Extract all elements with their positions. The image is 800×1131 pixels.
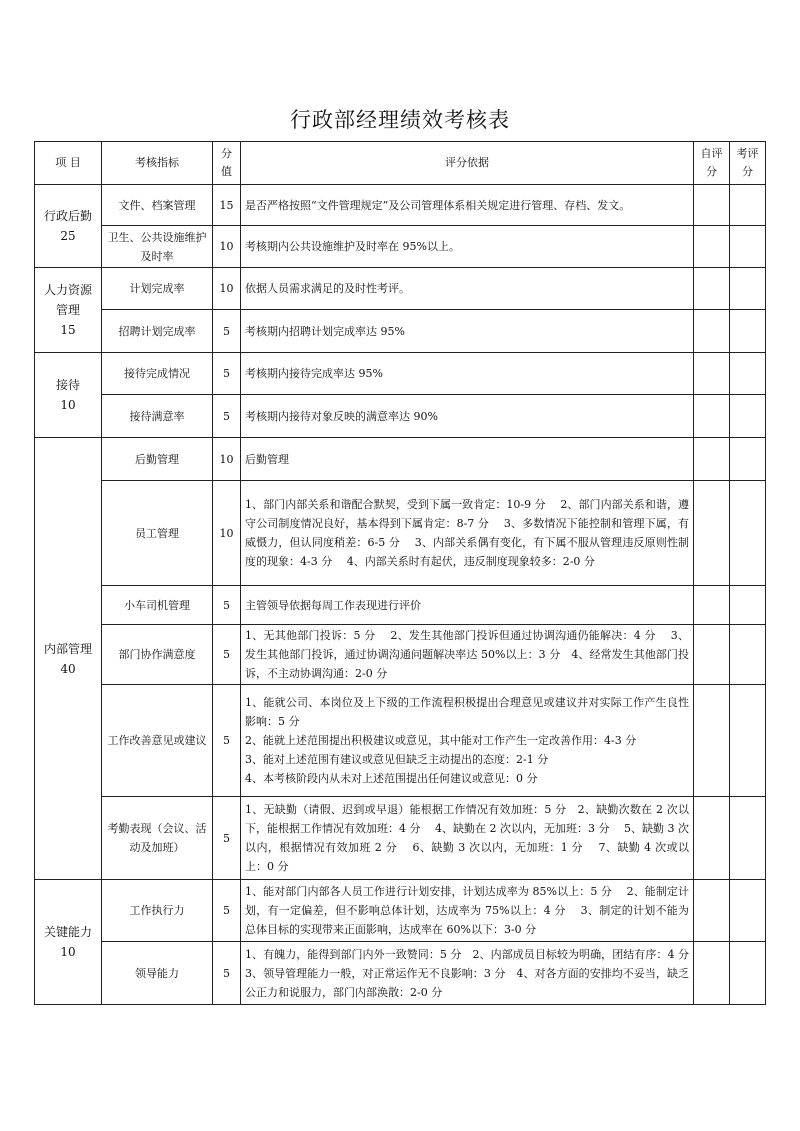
basis-text: 1、有魄力，能得到部门内外一致赞同：5 分 2、内部成员目标较为明确，团结有序：4 分 3、领导管理能力一般，对正常运作无不良影响：3 分 4、对各方面的安排均不妥当，缺乏公正力和说服力，部门内部涣散：2-0 分 <box>245 947 700 999</box>
basis-cell <box>241 226 694 268</box>
indicator-cell: 领导能力 <box>102 942 213 1005</box>
score-cell: 5 <box>213 625 241 685</box>
table-row <box>35 395 766 438</box>
eval-score-input[interactable] <box>730 942 766 1005</box>
project-weight: 40 <box>60 661 76 676</box>
score-cell: 5 <box>213 880 241 942</box>
project-cell <box>35 880 102 1005</box>
self-score-input[interactable] <box>694 481 730 586</box>
header-self-score: 自评 分 <box>694 142 730 185</box>
score-cell: 5 <box>213 942 241 1005</box>
self-score-input[interactable] <box>694 586 730 625</box>
basis-text: 考核期内招聘计划完成率达 95% <box>245 324 405 338</box>
self-score-input[interactable] <box>694 685 730 797</box>
table-row <box>35 226 766 268</box>
indicator-cell: 后勤管理 <box>102 438 213 481</box>
self-score-input[interactable] <box>694 185 730 226</box>
score-cell: 5 <box>213 353 241 395</box>
eval-score-input[interactable] <box>730 395 766 438</box>
eval-score-input[interactable] <box>730 880 766 942</box>
project-weight: 10 <box>60 945 76 959</box>
eval-score-input[interactable] <box>730 185 766 226</box>
eval-score-input[interactable] <box>730 685 766 797</box>
score-cell: 10 <box>213 438 241 481</box>
score-cell: 15 <box>213 185 241 226</box>
self-score-input[interactable] <box>694 268 730 310</box>
basis-text: 考核期内接待完成率达 95% <box>245 367 383 380</box>
basis-cell <box>241 395 694 438</box>
basis-text: 1、能就公司、本岗位及上下级的工作流程积极提出合理意见或建议并对实际工作产生良性影响：5 分 <box>245 696 689 728</box>
indicator-cell: 接待满意率 <box>102 395 213 438</box>
table-row <box>35 625 766 685</box>
score-cell: 10 <box>213 226 241 268</box>
project-name: 关键能力 <box>43 925 92 939</box>
score-cell: 5 <box>213 395 241 438</box>
indicator-cell: 考勤表现（会议、活动及加班） <box>102 797 213 880</box>
project-name: 行政后勤 <box>43 209 92 223</box>
table-row <box>35 797 766 880</box>
basis-text: 依据人员需求满足的及时性考评。 <box>245 282 410 295</box>
basis-text: 3、能对上述范围有建议或意见但缺乏主动提出的态度：2-1 分 <box>245 753 549 766</box>
table-row <box>35 481 766 586</box>
basis-cell <box>241 942 700 1005</box>
eval-score-input[interactable] <box>730 586 766 625</box>
table-row <box>35 268 766 310</box>
project-cell <box>35 185 102 268</box>
basis-cell <box>241 268 694 310</box>
basis-text: 1、部门内部关系和谐配合默契，受到下属一致肯定：10-9 分 2、部门内部关系和谐，遵守公司制度情况良好，基本得到下属肯定：8-7 分 3、多数情况下能控制和管理下属，有威慑力，但认同度稍差：6-5 分 3、内部关系偶有变化，有下属不服从管理违反原则性制度的现象：4-3 分 4、内部关系时有起伏，违反制度现象较多：2-0 分 <box>245 498 689 568</box>
eval-score-input[interactable] <box>730 797 766 880</box>
header-basis: 评分依据 <box>241 142 694 185</box>
table-row <box>35 880 766 942</box>
project-cell <box>35 268 102 353</box>
basis-text: 后勤管理 <box>245 452 289 466</box>
header-score: 分 值 <box>213 142 241 185</box>
header-eval-score: 考评 分 <box>730 142 766 185</box>
basis-text: 1、无缺勤（请假、迟到或早退）能根据工作情况有效加班：5 分 2、缺勤次数在 2 次以下，能根据工作情况有效加班：4 分 4、缺勤在 2 次以内，无加班：3 分 5、缺勤 3 次以内，根据情况有效加班 2 分 6、缺勤 3 次以内，无加班：1 分 7、缺勤 4 次或以上：0 分 <box>245 803 689 873</box>
basis-text: 2、能就上述范围提出积极建议或意见，其中能对工作产生一定改善作用：4-3 分 <box>245 734 637 747</box>
self-score-input[interactable] <box>694 353 730 395</box>
table-row <box>35 185 766 226</box>
indicator-cell: 员工管理 <box>102 481 213 586</box>
basis-text: 主管领导依据每周工作表现进行评价 <box>245 598 421 612</box>
project-cell <box>35 438 102 880</box>
score-cell: 10 <box>213 268 241 310</box>
indicator-cell: 计划完成率 <box>102 268 213 310</box>
basis-cell <box>241 310 694 353</box>
project-cell <box>35 353 102 438</box>
indicator-cell: 小车司机管理 <box>102 586 213 625</box>
indicator-cell: 部门协作满意度 <box>102 625 213 685</box>
project-weight: 10 <box>60 398 76 412</box>
eval-score-input[interactable] <box>730 226 766 268</box>
score-cell: 5 <box>213 685 241 797</box>
eval-score-input[interactable] <box>730 353 766 395</box>
basis-cell <box>241 586 694 625</box>
table-row <box>35 438 766 481</box>
eval-score-input[interactable] <box>730 481 766 586</box>
basis-text: 1、能对部门内部各人员工作进行计划安排，计划达成率为 85%以上：5 分 2、能制定计划，有一定偏差，但不影响总体计划，达成率为 75%以上：4 分 3、制定的计划不能为总体目标的实现带来正面影响，达成率在 60%以下：3-0 分 <box>245 885 689 936</box>
indicator-cell: 文件、档案管理 <box>102 185 213 226</box>
eval-score-input[interactable] <box>730 438 766 481</box>
basis-cell <box>241 880 694 942</box>
basis-cell <box>241 438 694 481</box>
basis-cell <box>241 625 694 685</box>
table-row <box>35 586 766 625</box>
table-row <box>35 942 766 1005</box>
basis-text: 4、本考核阶段内从未对上述范围提出任何建议或意见：0 分 <box>245 772 538 785</box>
score-cell: 5 <box>213 797 241 880</box>
project-name: 人力资源管理 <box>43 283 92 317</box>
header-project: 项 目 <box>35 142 102 185</box>
self-score-input[interactable] <box>694 880 730 942</box>
self-score-input[interactable] <box>694 625 730 685</box>
eval-score-input[interactable] <box>730 310 766 353</box>
score-cell: 10 <box>213 481 241 586</box>
basis-text: 1、无其他部门投诉：5 分 2、发生其他部门投诉但通过协调沟通仍能解决：4 分 3、发生其他部门投诉，通过协调沟通问题解决率达 50%以上：3 分 4、经常发生其他部门投诉，不主动协调沟通：2-0 分 <box>245 629 689 680</box>
indicator-cell: 工作执行力 <box>102 880 213 942</box>
table-row <box>35 353 766 395</box>
eval-score-input[interactable] <box>730 268 766 310</box>
page-title: 行政部经理绩效考核表 <box>290 108 510 132</box>
score-cell: 5 <box>213 310 241 353</box>
eval-score-input[interactable] <box>730 625 766 685</box>
basis-cell <box>241 797 694 880</box>
indicator-cell: 接待完成情况 <box>102 353 213 395</box>
indicator-cell: 招聘计划完成率 <box>102 310 213 353</box>
evaluation-table <box>34 141 766 1005</box>
basis-cell <box>241 353 694 395</box>
score-cell: 5 <box>213 586 241 625</box>
indicator-cell: 工作改善意见或建议 <box>102 685 213 797</box>
basis-text: 是否严格按照“文件管理规定”及公司管理体系相关规定进行管理、存档、发文。 <box>245 198 631 212</box>
basis-cell <box>241 481 694 586</box>
self-score-input[interactable] <box>694 226 730 268</box>
self-score-input[interactable] <box>694 797 730 880</box>
project-weight: 25 <box>60 229 76 243</box>
project-name: 接待 <box>55 378 80 392</box>
table-row <box>35 310 766 353</box>
basis-text: 考核期内接待对象反映的满意率达 90% <box>245 409 438 423</box>
header-indicator: 考核指标 <box>102 142 213 185</box>
basis-cell <box>241 185 694 226</box>
header-row <box>35 142 766 185</box>
self-score-input[interactable] <box>694 438 730 481</box>
project-name: 内部管理 <box>43 641 92 656</box>
indicator-cell: 卫生、公共设施维护及时率 <box>102 226 213 268</box>
self-score-input[interactable] <box>694 310 730 353</box>
basis-cell <box>241 685 694 797</box>
basis-text: 考核期内公共设施维护及时率在 95%以上。 <box>245 240 460 253</box>
project-weight: 15 <box>60 323 76 337</box>
self-score-input[interactable] <box>694 395 730 438</box>
table-row <box>35 685 766 797</box>
